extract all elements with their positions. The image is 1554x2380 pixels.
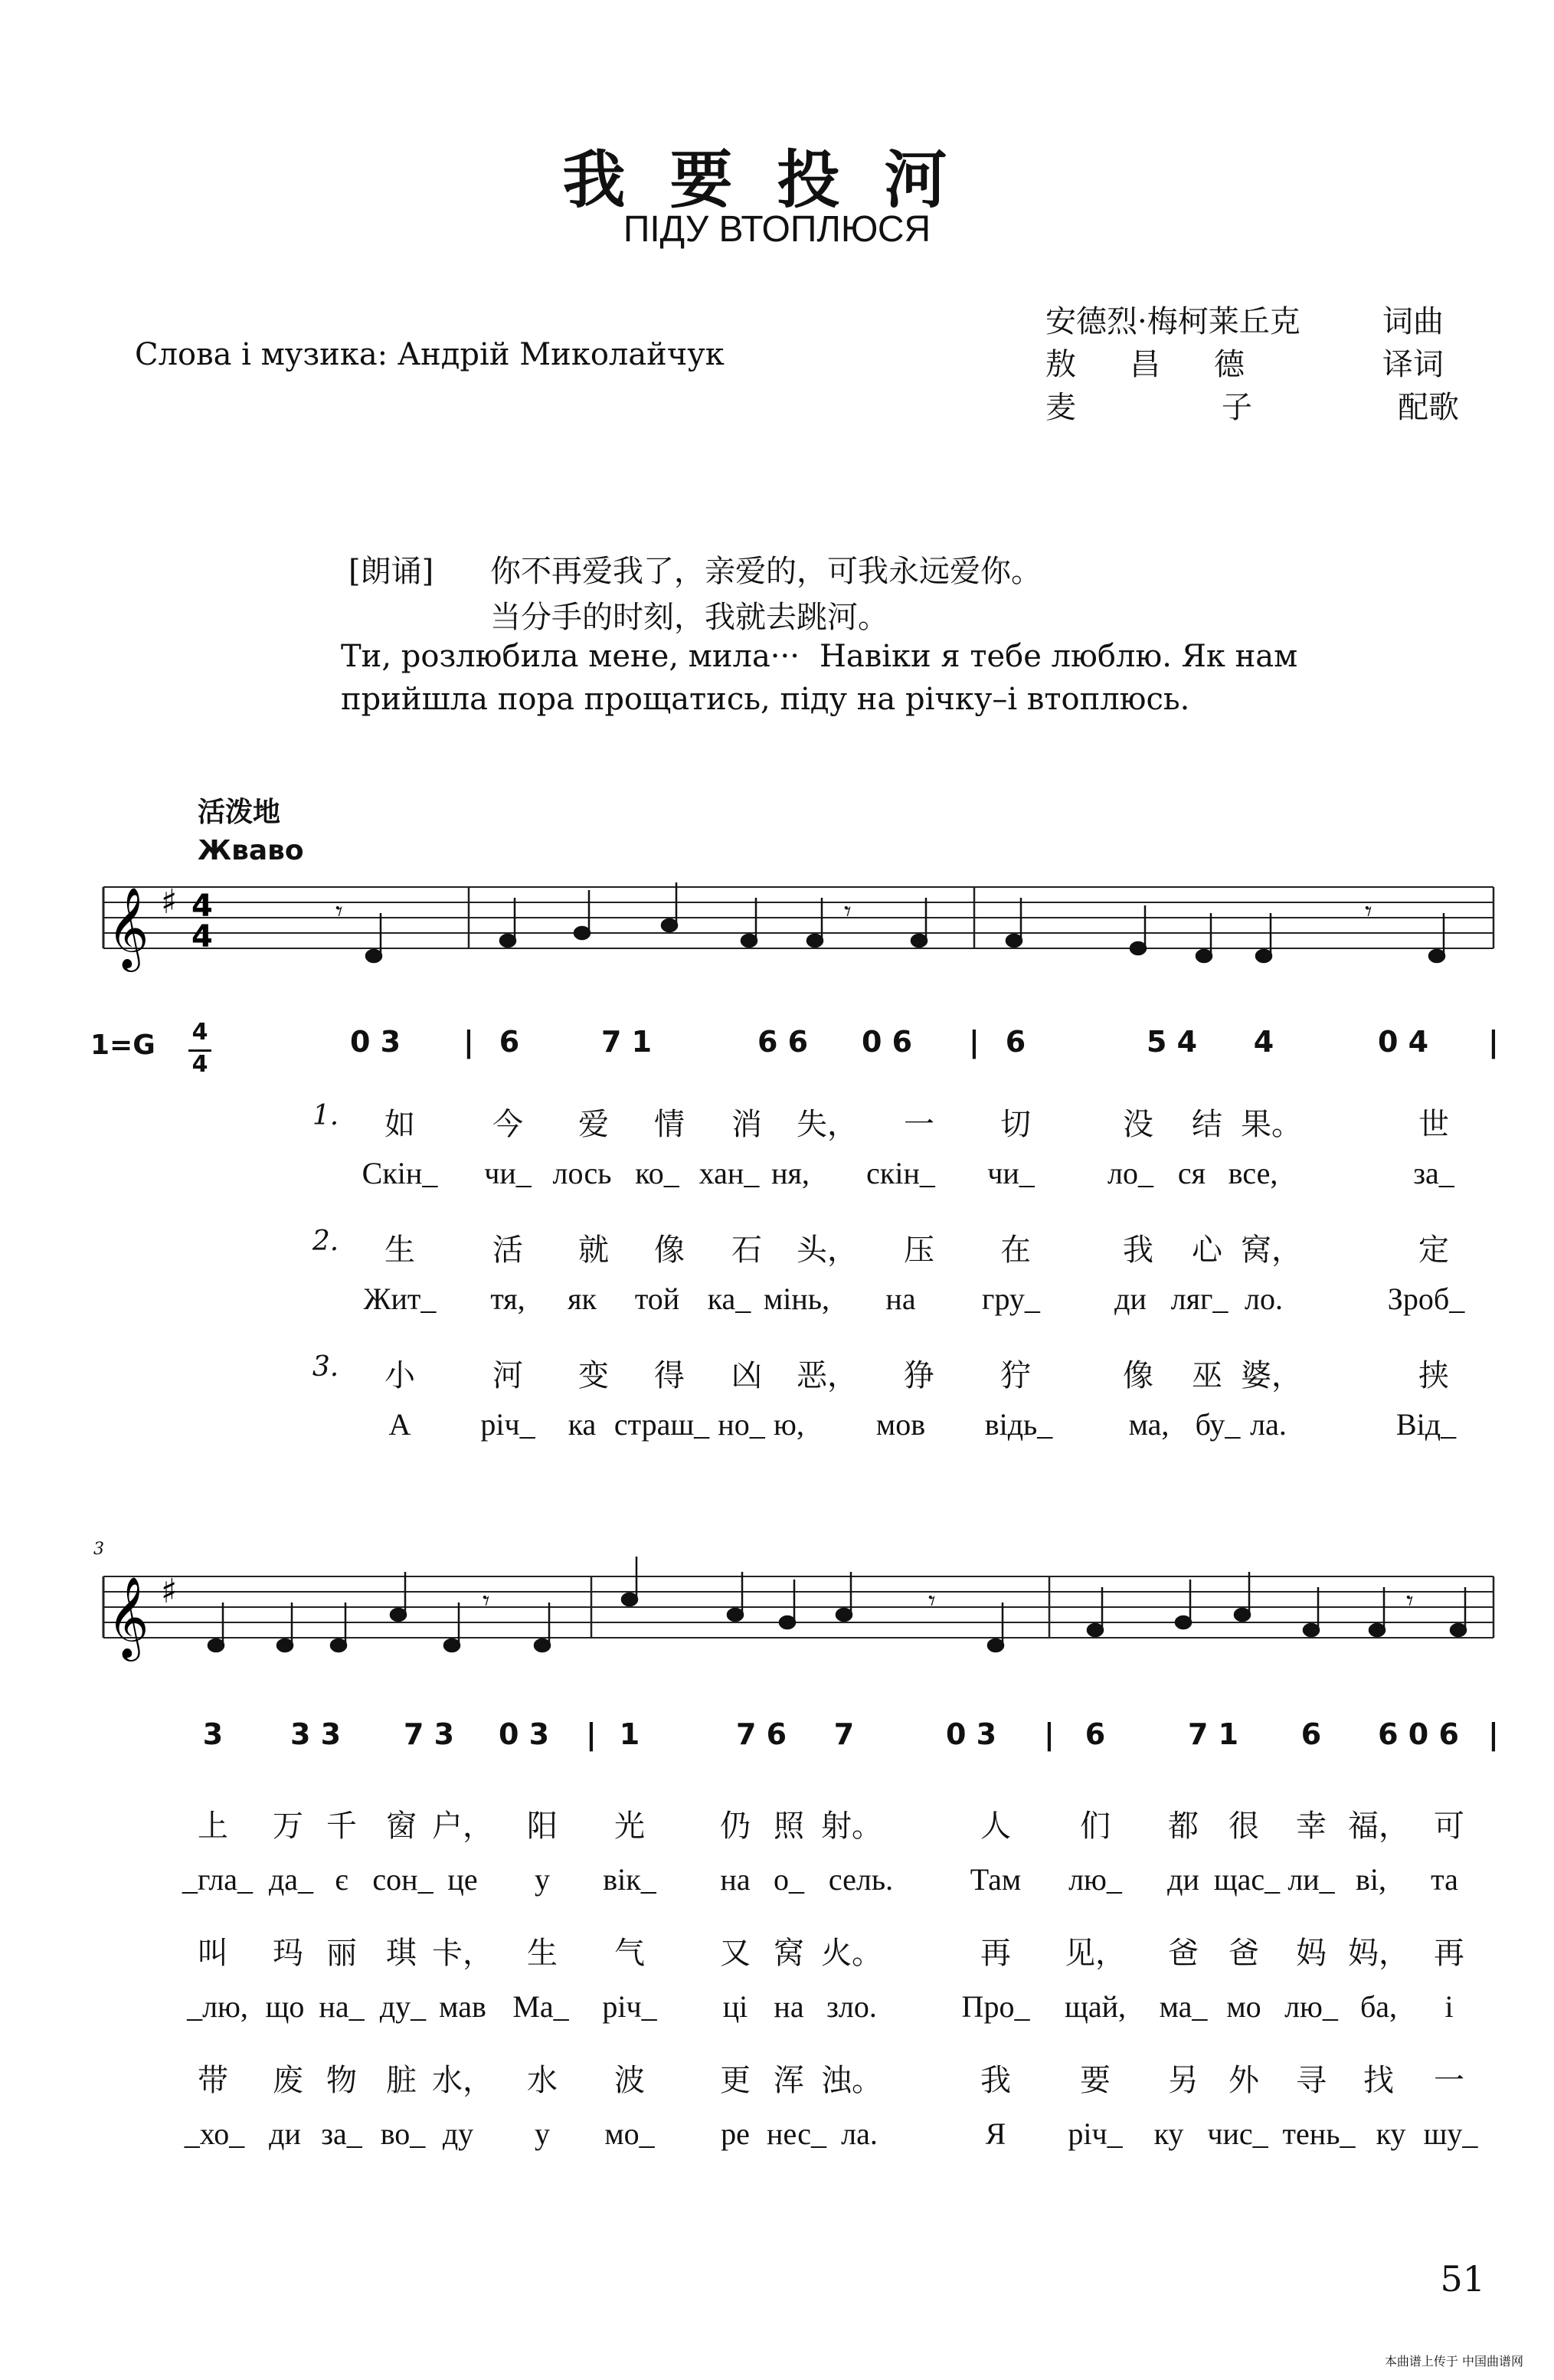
jianpu-cell: 4 (1253, 1025, 1274, 1059)
lyric-syllable: 没 (1123, 1107, 1153, 1142)
jianpu-cell: 6 (499, 1025, 520, 1059)
lyric-syllable: 户， (432, 1809, 493, 1844)
lyric-syllable: во_ (380, 2116, 426, 2151)
lyric-syllable: 狞 (1000, 1358, 1031, 1393)
lyric-syllable: 都 (1168, 1809, 1199, 1844)
lyric-syllable: 就 (578, 1233, 609, 1268)
lyric-syllable: 情 (654, 1107, 685, 1142)
jianpu-cell: 0 3 (945, 1717, 997, 1751)
lyric-syllable: да_ (268, 1862, 314, 1897)
jianpu-cell: 7 (833, 1717, 855, 1751)
lyric-syllable: 妈 (1296, 1936, 1327, 1971)
lyric-syllable: ю, (774, 1407, 804, 1442)
lyric-syllable: 卡， (432, 1936, 493, 1971)
lyric-syllable: ко_ (635, 1156, 679, 1190)
lyric-syllable: 浑 (774, 2063, 804, 2098)
lyric-syllable: 可 (1434, 1809, 1464, 1844)
tempo-ukrainian: Жваво (198, 835, 304, 866)
jianpu-cell: 6 0 6 (1378, 1717, 1459, 1751)
lyric-syllable: 脏 (386, 2063, 417, 2098)
lyric-syllable: відь_ (984, 1407, 1053, 1442)
lyric-syllable: _хо_ (184, 2116, 245, 2151)
lyric-syllable: і (1444, 1989, 1454, 2024)
lyric-syllable: _гла_ (182, 1862, 254, 1897)
lyric-syllable: у (535, 1862, 550, 1897)
lyric-syllable: 寻 (1296, 2063, 1327, 2098)
recitation-label: [朗诵] (348, 554, 434, 589)
lyric-syllable: 结 (1192, 1107, 1222, 1142)
jianpu-cell: 0 3 (349, 1025, 401, 1059)
lyric-syllable: ди (1167, 1862, 1199, 1897)
lyric-syllable: 爸 (1228, 1936, 1259, 1971)
lyric-syllable: за_ (1413, 1156, 1454, 1190)
lyric-syllable: Ма_ (512, 1989, 569, 2024)
lyric-syllable: мо (1226, 1989, 1261, 2024)
lyric-syllable: ку (1153, 2116, 1184, 2151)
credit-name: 麦子 (1045, 390, 1398, 425)
lyric-syllable: скін_ (866, 1156, 935, 1190)
lyric-syllable: 见， (1065, 1936, 1126, 1971)
lyric-syllable: мінь, (763, 1282, 830, 1316)
recitation-cn-line2: 当分手的时刻，我就去跳河。 (490, 600, 888, 635)
lyric-syllable: ла. (1250, 1407, 1287, 1442)
lyric-syllable: сель. (828, 1862, 894, 1897)
lyric-syllable: що (265, 1989, 305, 2024)
title-chinese: 我要投河 (562, 143, 992, 217)
lyric-syllable: ляг_ (1170, 1282, 1228, 1316)
lyric-syllable: ли_ (1287, 1862, 1335, 1897)
lyric-syllable: це (447, 1862, 478, 1897)
title-ukrainian: ПІДУ ВТОПЛЮСЯ (623, 209, 931, 250)
credit-name: 安德烈·梅柯莱丘克 (1045, 304, 1300, 339)
svg-text:𝄾: 𝄾 (335, 896, 343, 928)
lyric-syllable: 丽 (326, 1936, 357, 1971)
lyric-syllable: та (1431, 1862, 1458, 1897)
lyric-syllable: 切 (1000, 1107, 1031, 1142)
jianpu-cell: 0 4 (1377, 1025, 1429, 1059)
lyric-syllable: ба, (1359, 1989, 1398, 2024)
lyric-syllable: 仍 (720, 1809, 751, 1844)
lyric-syllable: на_ (319, 1989, 365, 2024)
lyric-syllable: 照 (774, 1809, 804, 1844)
lyric-syllable: 像 (1123, 1358, 1153, 1393)
lyric-syllable: 凶 (731, 1358, 762, 1393)
lyric-syllable: 万 (273, 1809, 303, 1844)
lyric-syllable: 河 (492, 1358, 523, 1393)
lyric-syllable: 定 (1418, 1233, 1449, 1268)
time-sig-bottom: 4 (191, 919, 213, 954)
lyric-syllable: _лю, (187, 1989, 248, 2024)
lyric-syllable: ня, (771, 1156, 810, 1190)
lyric-syllable: сон_ (372, 1862, 433, 1897)
page-number: 51 (1440, 2258, 1485, 2300)
lyric-syllable: 再 (1434, 1936, 1464, 1971)
lyric-syllable: гру_ (982, 1282, 1040, 1316)
staff-system-1 (0, 866, 1554, 988)
lyric-syllable: на (720, 1862, 751, 1897)
lyric-syllable: 石 (731, 1233, 762, 1268)
svg-text:𝄾: 𝄾 (1365, 896, 1372, 928)
lyric-syllable: шу_ (1423, 2116, 1478, 2151)
jianpu-cell: 3 3 (290, 1717, 342, 1751)
lyric-syllable: мов (875, 1407, 926, 1442)
lyric-syllable: 玛 (273, 1936, 303, 1971)
lyric-syllable: щай, (1065, 1989, 1126, 2024)
lyric-syllable: 射。 (821, 1809, 882, 1844)
svg-text:𝄾: 𝄾 (483, 1586, 490, 1617)
lyric-syllable: 巫 (1192, 1358, 1222, 1393)
lyric-syllable: 气 (614, 1936, 645, 1971)
lyric-row-2-3 (0, 1929, 1554, 1975)
lyric-syllable: Жит_ (363, 1282, 437, 1316)
jianpu-row-1 (0, 1025, 1554, 1071)
lyric-syllable: 很 (1228, 1809, 1259, 1844)
lyric-syllable: Від_ (1395, 1407, 1457, 1442)
lyric-syllable: 又 (720, 1936, 751, 1971)
lyric-syllable: річ_ (602, 1989, 657, 2024)
lyric-syllable: 今 (492, 1107, 523, 1142)
lyric-syllable: лю_ (1284, 1989, 1338, 2024)
recitation-ua-line2: прийшла пора прощатись, піду на річку–і втоплюсь. (341, 682, 1190, 717)
lyric-row-2-1 (0, 1802, 1554, 1848)
lyric-syllable: 妈， (1348, 1936, 1409, 1971)
lyric-syllable: як (568, 1282, 597, 1316)
ukrainian-author-credit: Слова і музика: Андрій Миколайчук (135, 337, 725, 372)
lyric-syllable: щас_ (1213, 1862, 1281, 1897)
lyric-syllable: 一 (904, 1107, 934, 1142)
lyric-syllable: Скін_ (362, 1156, 438, 1190)
lyric-syllable: є (335, 1862, 348, 1897)
svg-text:𝄾: 𝄾 (928, 1586, 936, 1617)
lyric-syllable: чи_ (484, 1156, 532, 1190)
lyric-row-v1-ua (0, 1155, 1554, 1201)
recitation-ua-line1b: Навіки я тебе люблю. Як нам (820, 639, 1298, 674)
lyric-syllable: 千 (326, 1809, 357, 1844)
lyric-syllable: А (388, 1407, 411, 1442)
verse-number: 3. (312, 1351, 339, 1383)
lyric-syllable: ка (568, 1407, 597, 1442)
jianpu-cell: 0 6 (861, 1025, 913, 1059)
sharp-icon: ♯ (161, 882, 178, 922)
treble-clef-icon: 𝄞 (107, 1576, 149, 1658)
recitation-ua-line1a: Ти, розлюбила мене, мила··· (341, 639, 800, 674)
lyric-syllable: 狰 (904, 1358, 934, 1393)
jianpu-cell: 1 (619, 1717, 640, 1751)
lyric-syllable: 我 (1123, 1233, 1153, 1268)
lyric-syllable: 消 (731, 1107, 762, 1142)
lyric-syllable: 活 (492, 1233, 523, 1268)
verse-number: 1. (312, 1100, 339, 1131)
jianpu-cell: 3 (202, 1717, 224, 1751)
recitation-cn-line1: 你不再爱我了，亲爱的，可我永远爱你。 (490, 554, 1042, 589)
staff-system-2 (0, 1547, 1554, 1685)
jianpu-cell: 0 3 (498, 1717, 550, 1751)
lyric-syllable: 波 (614, 2063, 645, 2098)
lyric-syllable: 上 (198, 1809, 228, 1844)
lyric-row-v3-cn (0, 1351, 1554, 1397)
lyric-syllable: 再 (980, 1936, 1011, 1971)
footer-watermark: 本曲谱上传于 中国曲谱网 (1384, 2354, 1523, 2369)
lyric-syllable: 婆， (1241, 1358, 1302, 1393)
credit-name: 敖昌德 (1045, 347, 1298, 382)
measure-number: 3 (93, 1540, 104, 1559)
lyric-syllable: 要 (1080, 2063, 1111, 2098)
lyric-syllable: ло. (1245, 1282, 1283, 1316)
lyric-syllable: 窗 (386, 1809, 417, 1844)
lyric-row-2-4 (0, 1989, 1554, 2035)
lyric-syllable: 外 (1228, 2063, 1259, 2098)
svg-text:𝄾: 𝄾 (844, 896, 852, 928)
lyric-syllable: Про_ (961, 1989, 1030, 2024)
lyric-syllable: 得 (654, 1358, 685, 1393)
lyric-syllable: 幸 (1296, 1809, 1327, 1844)
lyric-syllable: 光 (614, 1809, 645, 1844)
verse-number: 2. (312, 1226, 339, 1257)
lyric-syllable: бу_ (1195, 1407, 1241, 1442)
lyric-syllable: лю_ (1068, 1862, 1122, 1897)
lyric-row-2-5 (0, 2056, 1554, 2102)
lyric-syllable: 失， (797, 1107, 858, 1142)
jianpu-cell: 7 1 (600, 1025, 653, 1059)
lyric-syllable: на (885, 1282, 916, 1316)
lyric-syllable: річ_ (480, 1407, 535, 1442)
lyric-syllable: 心 (1192, 1233, 1222, 1268)
lyric-syllable: 阳 (527, 1809, 558, 1844)
lyric-syllable: 头， (797, 1233, 858, 1268)
tempo-chinese: 活泼地 (198, 797, 281, 828)
lyric-syllable: чис_ (1207, 2116, 1268, 2151)
treble-clef-icon: 𝄞 (107, 886, 149, 968)
barline: | (463, 1025, 474, 1059)
lyric-syllable: 生 (384, 1233, 415, 1268)
lyric-syllable: за_ (321, 2116, 362, 2151)
lyric-syllable: ду_ (379, 1989, 427, 2024)
lyric-syllable: 恶， (797, 1358, 858, 1393)
lyric-syllable: 物 (326, 2063, 357, 2098)
lyric-syllable: ду (442, 2116, 474, 2151)
lyric-row-2-2 (0, 1861, 1554, 1907)
lyric-syllable: 像 (654, 1233, 685, 1268)
lyric-syllable: 小 (384, 1358, 415, 1393)
lyric-row-v2-ua (0, 1281, 1554, 1327)
lyric-syllable: страш_ (613, 1407, 710, 1442)
lyric-syllable: 带 (198, 2063, 228, 2098)
lyric-syllable: ма, (1128, 1407, 1170, 1442)
lyric-syllable: 压 (904, 1233, 934, 1268)
lyric-syllable: но_ (718, 1407, 765, 1442)
jianpu-row-2 (0, 1717, 1554, 1763)
chinese-credits (1045, 300, 1459, 429)
credit-role: 译词 (1382, 347, 1444, 382)
jianpu-time-bottom: 4 (191, 1051, 208, 1078)
barline: | (1044, 1717, 1055, 1751)
lyric-syllable: 变 (578, 1358, 609, 1393)
lyric-syllable: ма_ (1159, 1989, 1208, 2024)
lyric-syllable: зло. (826, 1989, 877, 2024)
lyric-syllable: чи_ (987, 1156, 1035, 1190)
lyric-syllable: тень_ (1282, 2116, 1356, 2151)
lyric-syllable: 火。 (821, 1936, 882, 1971)
lyric-syllable: 我 (980, 2063, 1011, 2098)
lyric-syllable: 更 (720, 2063, 751, 2098)
lyric-syllable: ла. (841, 2116, 878, 2151)
credit-line-composer (1045, 300, 1444, 343)
lyric-syllable: той (634, 1282, 680, 1316)
lyric-syllable: у (535, 2116, 550, 2151)
lyric-syllable: Я (985, 2116, 1006, 2151)
jianpu-cell: 5 4 (1146, 1025, 1198, 1059)
lyric-syllable: тя, (490, 1282, 525, 1316)
lyric-syllable: 窝， (1241, 1233, 1302, 1268)
lyric-syllable: 水， (432, 2063, 493, 2098)
lyric-syllable: вік_ (603, 1862, 656, 1897)
jianpu-cell: 7 3 (403, 1717, 455, 1751)
lyric-syllable: 们 (1080, 1809, 1111, 1844)
lyric-syllable: 果。 (1241, 1107, 1302, 1142)
sharp-icon: ♯ (161, 1572, 178, 1611)
jianpu-cell: 6 (1300, 1717, 1322, 1751)
credit-role: 配歌 (1398, 390, 1459, 425)
lyric-syllable: 窝 (774, 1936, 804, 1971)
lyric-syllable: 一 (1434, 2063, 1464, 2098)
lyric-syllable: ло_ (1107, 1156, 1153, 1190)
lyric-syllable: 人 (980, 1809, 1011, 1844)
lyric-syllable: 在 (1000, 1233, 1031, 1268)
lyric-syllable: 另 (1168, 2063, 1199, 2098)
lyric-syllable: мо_ (604, 2116, 655, 2151)
lyric-syllable: ві, (1356, 1862, 1386, 1897)
lyric-syllable: ре (721, 2116, 750, 2151)
lyric-syllable: о_ (774, 1862, 804, 1897)
lyric-syllable: 找 (1363, 2063, 1394, 2098)
lyric-syllable: річ_ (1068, 2116, 1123, 2151)
credit-role: 词曲 (1382, 304, 1444, 339)
jianpu-cell: 6 (1085, 1717, 1106, 1751)
barline: | (586, 1717, 597, 1751)
lyric-syllable: 世 (1418, 1107, 1449, 1142)
jianpu-cell: 6 6 (757, 1025, 809, 1059)
lyric-syllable: ку (1376, 2116, 1406, 2151)
lyric-syllable: ка_ (707, 1282, 751, 1316)
lyric-syllable: 水 (527, 2063, 558, 2098)
staff-notes-1 (335, 882, 1444, 962)
jianpu-cell: 7 6 (735, 1717, 787, 1751)
lyric-syllable: ди (269, 2116, 301, 2151)
lyric-syllable: ди (1114, 1282, 1147, 1316)
barline: | (1488, 1717, 1499, 1751)
lyric-syllable: 浊。 (821, 2063, 882, 2098)
lyric-row-v3-ua (0, 1406, 1554, 1452)
lyric-syllable: все, (1228, 1156, 1278, 1190)
credit-line-translator (1045, 343, 1444, 386)
lyric-syllable: ці (722, 1989, 748, 2024)
lyric-syllable: на (774, 1989, 804, 2024)
lyric-syllable: 爸 (1168, 1936, 1199, 1971)
lyric-syllable: 琪 (386, 1936, 417, 1971)
svg-text:𝄾: 𝄾 (1406, 1586, 1414, 1617)
key-signature-label: 1=G (90, 1030, 155, 1061)
lyric-syllable: 挟 (1418, 1358, 1449, 1393)
lyric-syllable: лось (552, 1156, 612, 1190)
lyric-syllable: хан_ (698, 1156, 760, 1190)
lyric-syllable: Там (970, 1862, 1022, 1897)
jianpu-cell: 7 1 (1187, 1717, 1239, 1751)
lyric-row-v2-cn (0, 1226, 1554, 1272)
lyric-syllable: 生 (527, 1936, 558, 1971)
lyric-syllable: мав (439, 1989, 486, 2024)
jianpu-cell: 6 (1005, 1025, 1026, 1059)
lyric-row-2-6 (0, 2116, 1554, 2162)
barline: | (969, 1025, 980, 1059)
lyric-syllable: нес_ (767, 2116, 826, 2151)
lyric-syllable: ся (1177, 1156, 1206, 1190)
lyric-syllable: 废 (273, 2063, 303, 2098)
jianpu-time-top: 4 (191, 1019, 208, 1046)
lyric-syllable: 爱 (578, 1107, 609, 1142)
lyric-row-v1-cn (0, 1100, 1554, 1146)
lyric-syllable: 叫 (198, 1936, 228, 1971)
time-sig-top: 4 (191, 889, 213, 924)
lyric-syllable: 福， (1348, 1809, 1409, 1844)
lyric-syllable: Зроб_ (1387, 1282, 1465, 1316)
lyric-syllable: 如 (384, 1107, 415, 1142)
barline: | (1488, 1025, 1499, 1059)
credit-line-arranger (1045, 386, 1459, 429)
